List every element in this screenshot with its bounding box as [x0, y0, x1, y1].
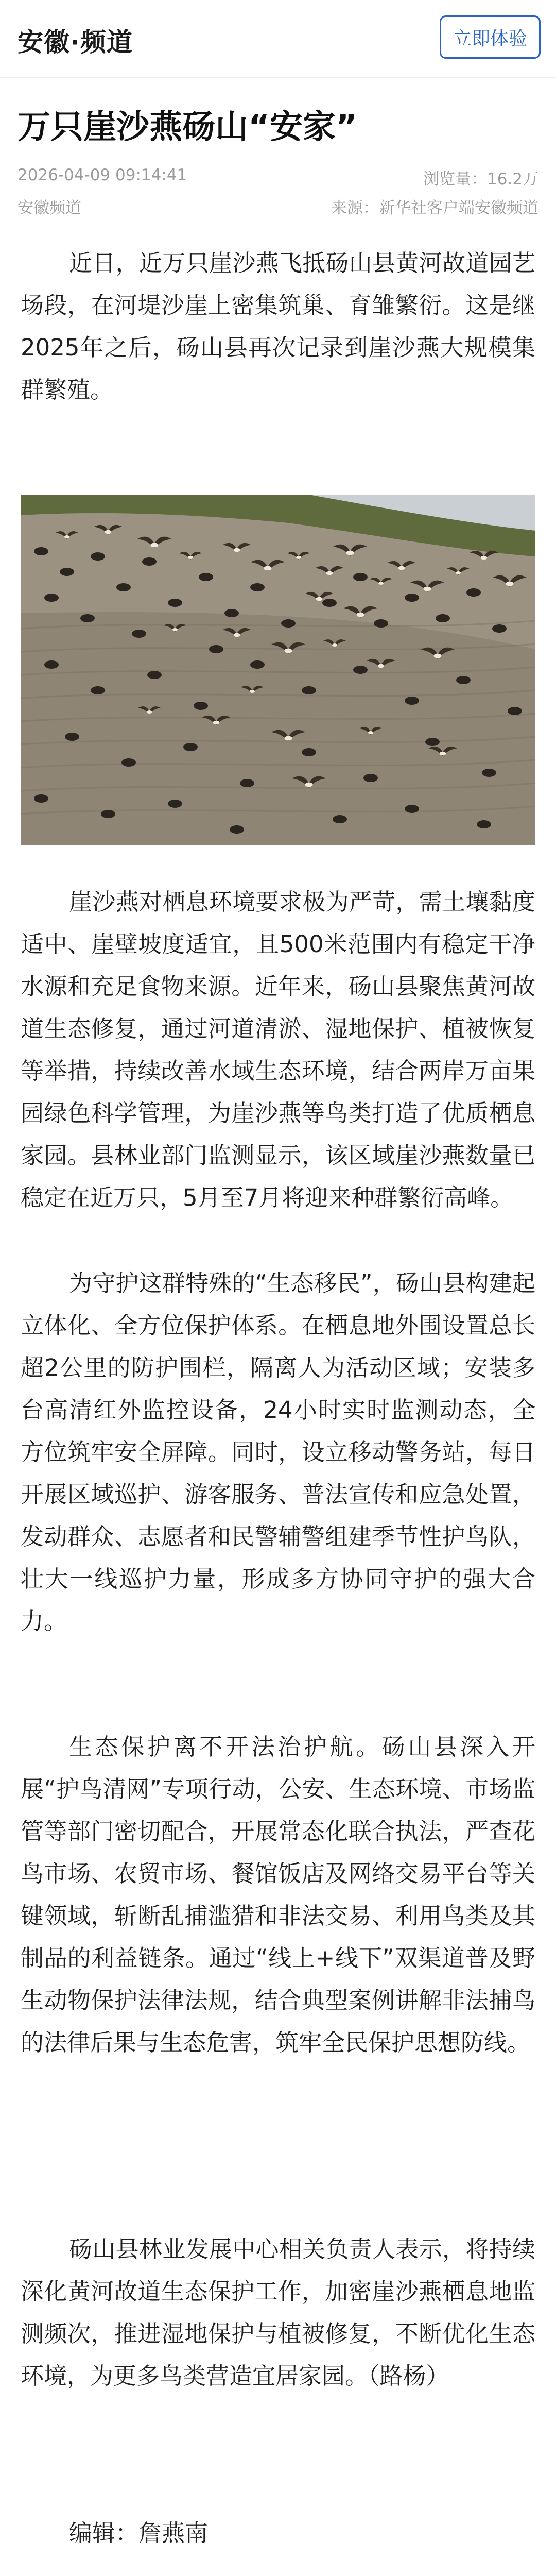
bird-belly [234, 633, 240, 637]
nest-hole [168, 599, 182, 607]
nest-hole [477, 820, 491, 828]
nest-hole [240, 779, 254, 787]
bird-belly [481, 556, 488, 560]
nest-hole [281, 619, 296, 628]
bird-belly [105, 530, 112, 534]
nest-hole [436, 614, 450, 622]
bird-belly [151, 543, 159, 548]
bird-belly [434, 654, 442, 658]
nest-hole [132, 630, 146, 638]
bird-belly [326, 571, 333, 575]
bird-belly [378, 582, 384, 585]
nest-hole [508, 707, 522, 715]
nest-hole [224, 609, 239, 617]
nest-hole [405, 594, 419, 602]
article-photo[interactable] [21, 495, 535, 845]
bird-belly [296, 556, 301, 559]
nest-hole [466, 588, 481, 597]
nest-hole [492, 624, 507, 633]
nest-hole [147, 671, 162, 679]
nest-hole [44, 660, 59, 669]
sand-martin-cliff-image [21, 495, 535, 845]
nest-hole [91, 686, 105, 694]
view-count: 浏览量：16.2万 [423, 170, 538, 189]
nest-hole [405, 697, 419, 705]
meta-line-2 [18, 195, 538, 218]
meta-line-1 [18, 166, 538, 189]
bird-belly [172, 628, 178, 631]
nest-hole [302, 748, 316, 756]
paragraph-2: 崖沙燕对栖息环境要求极为严苛，需土壤黏度适中、崖壁坡度适宜，且500米范围内有稳定干净水源和充足食物来源。近年来，砀山县聚焦黄河故道生态修复，通过河道清淤、湿地保护、植被恢复等举措，持续改善水域生态环境，结合两岸万亩果园绿色科学管理，为崖沙燕等鸟类打造了优质栖息家园。县林业部门监测显示，该区域崖沙燕数量已稳定在近万只，5月至7月将迎来种群繁衍高峰。 [21, 888, 535, 1211]
nest-hole [209, 645, 223, 653]
nest-hole [44, 594, 59, 602]
nest-hole [425, 738, 440, 746]
nest-hole [353, 666, 368, 674]
paragraph-3: 为守护这群特殊的“生态移民”，砀山县构建起立体化、全方位保护体系。在栖息地外围设置总长超2公里的防护围栏，隔离人为活动区域；安装多台高清红外监控设备，24小时实时监测动态，全方位筑牢安全屏障。同时，设立移动警务站，每日开展区域巡护、游客服务、普法宣传和应急处置，发动群众、志愿者和民警辅警组建季节性护鸟队，壮大一线巡护力量，形成多方协同守护的强大合力。 [21, 1269, 535, 1635]
nest-hole [482, 769, 496, 777]
nest-hole [322, 599, 337, 607]
bird-belly [456, 571, 461, 574]
nest-hole [142, 557, 157, 566]
nest-hole [101, 810, 115, 818]
bird-belly [234, 548, 240, 552]
nest-hole [34, 794, 48, 803]
nest-hole [60, 568, 74, 576]
bird-belly [378, 664, 385, 668]
nest-hole [91, 552, 105, 561]
bird-belly [188, 556, 193, 559]
nest-hole [250, 660, 265, 669]
nest-hole [405, 805, 419, 813]
article-title: 万只崖沙燕砀山“安家” [18, 108, 358, 146]
publish-datetime: 2026-04-09 09:14:41 [18, 166, 187, 184]
bird-belly [357, 613, 364, 617]
nest-hole [353, 573, 368, 581]
nest-hole [34, 547, 48, 555]
bird-belly [332, 643, 337, 647]
nest-hole [363, 774, 378, 782]
bird-belly [64, 535, 70, 538]
nest-hole [302, 686, 316, 694]
top-bar [0, 0, 556, 78]
nest-hole [374, 619, 388, 628]
nest-hole [116, 583, 131, 591]
bird-belly [398, 566, 405, 570]
nest-hole [194, 702, 208, 710]
bird-belly [506, 582, 514, 586]
paragraph-4: 生态保护离不开法治护航。砀山县深入开展“护鸟清网”专项行动，公安、生态环境、市场监管等部门密切配合，开展常态化联合执法，严查花鸟市场、农贸市场、餐馆饭店及网络交易平台等关键领域，斩断乱捕滥猎和非法交易、利用鸟类及其制品的利益链条。通过“线上+线下”双渠道普及野生动物保护法律法规，结合典型案例讲解非法捕鸟的法律后果与生态危害，筑牢全民保护思想防线。 [21, 1733, 535, 2056]
bird-belly [147, 710, 152, 714]
paragraph-1: 近日，近万只崖沙燕飞抵砀山县黄河故道园艺场段，在河堤沙崖上密集筑巢、育雏繁衍。这是继2025年之后，砀山县再次记录到崖沙燕大规模集群繁殖。 [21, 249, 535, 403]
bird-belly [264, 566, 272, 571]
bird-belly [440, 752, 446, 756]
bird-belly [424, 587, 431, 591]
article-channel[interactable]: 安徽频道 [18, 199, 81, 217]
bird-belly [346, 551, 354, 555]
bird-belly [285, 736, 292, 741]
nest-hole [121, 758, 136, 767]
editor-credit: 编辑：詹燕南 [69, 2519, 208, 2547]
channel-title[interactable]: 安徽·频道 [18, 27, 133, 57]
article-source: 来源：新华社客户端安徽频道 [331, 199, 538, 217]
paragraph-5: 砀山县林业发展中心相关负责人表示，将持续深化黄河故道生态保护工作，加密崖沙燕栖息地监测频次，推进湿地保护与植被修复，不断优化生态环境，为更多鸟类营造宜居家园。（路杨） [21, 2235, 535, 2389]
nest-hole [80, 614, 95, 622]
bird-belly [305, 783, 313, 787]
bird-belly [368, 731, 373, 734]
bird-belly [316, 597, 323, 601]
nest-hole [456, 676, 471, 684]
nest-hole [183, 743, 198, 751]
bird-belly [285, 649, 292, 653]
nest-hole [65, 733, 79, 741]
nest-hole [168, 800, 182, 808]
bird-belly [250, 690, 255, 693]
open-app-button[interactable]: 立即体验 [440, 15, 541, 59]
nest-hole [250, 583, 265, 591]
nest-hole [333, 815, 347, 823]
nest-hole [230, 825, 244, 834]
bird-belly [213, 721, 220, 725]
nest-hole [199, 573, 213, 581]
